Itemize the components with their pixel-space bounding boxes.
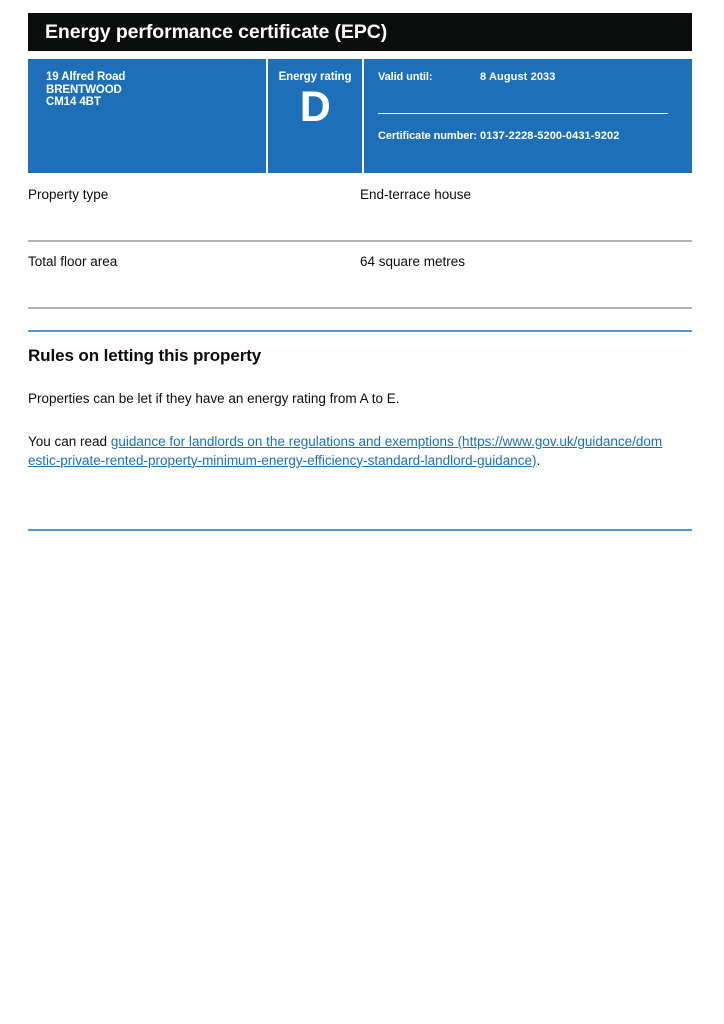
detail-key-total-floor-area: Total floor area xyxy=(28,254,118,269)
detail-row-divider xyxy=(28,307,692,309)
detail-value-property-type: End-terrace house xyxy=(360,187,472,202)
valid-until-row xyxy=(364,71,692,87)
energy-rating-panel xyxy=(268,59,362,173)
guidance-link-url[interactable]: (https://www.gov.uk/guidance/domestic-private-rented-property-minimum-energy-efficiency-standard-landlord-guidance) xyxy=(28,434,663,468)
section-heading-rules-on-letting: Rules on letting this property xyxy=(28,346,262,365)
address-line-1: 19 Alfred Road xyxy=(46,71,126,83)
guidance-link-paragraph xyxy=(28,433,668,470)
property-address xyxy=(46,71,125,109)
summary-panels xyxy=(28,59,692,173)
guidance-link-trailing-period: . xyxy=(536,452,541,468)
certificate-panel-divider xyxy=(378,113,668,114)
address-postcode: CM14 4BT xyxy=(46,96,101,108)
section-rule-bottom xyxy=(28,529,692,531)
address-panel xyxy=(28,59,266,173)
valid-until-label: Valid until: xyxy=(378,71,433,83)
detail-value-total-floor-area: 64 square metres xyxy=(360,254,466,269)
address-line-2: BRENTWOOD xyxy=(46,83,122,96)
energy-rating-label: Energy rating xyxy=(278,71,352,83)
section-rule-top xyxy=(28,330,692,332)
guidance-link[interactable]: guidance for landlords on the regulations and exemptions xyxy=(110,434,454,449)
rules-paragraph: Properties can be let if they have an energy rating from A to E. xyxy=(28,391,400,406)
page-title: Energy performance certificate (EPC) xyxy=(45,21,388,43)
certificate-number-value: 0137-2228-5200-0431-9202 xyxy=(480,130,620,142)
detail-row-divider xyxy=(28,240,692,242)
detail-key-property-type: Property type xyxy=(28,187,109,202)
detail-row xyxy=(28,176,692,242)
certificate-number-label: Certificate number: xyxy=(378,130,477,142)
certificate-number-row xyxy=(364,130,692,146)
document-header-bar xyxy=(28,13,692,51)
valid-until-value: 8 August 2033 xyxy=(480,71,556,83)
energy-rating-value: D xyxy=(299,83,331,131)
guidance-link-intro: You can read xyxy=(28,434,111,449)
certificate-panel xyxy=(364,59,692,173)
detail-row xyxy=(28,243,692,309)
